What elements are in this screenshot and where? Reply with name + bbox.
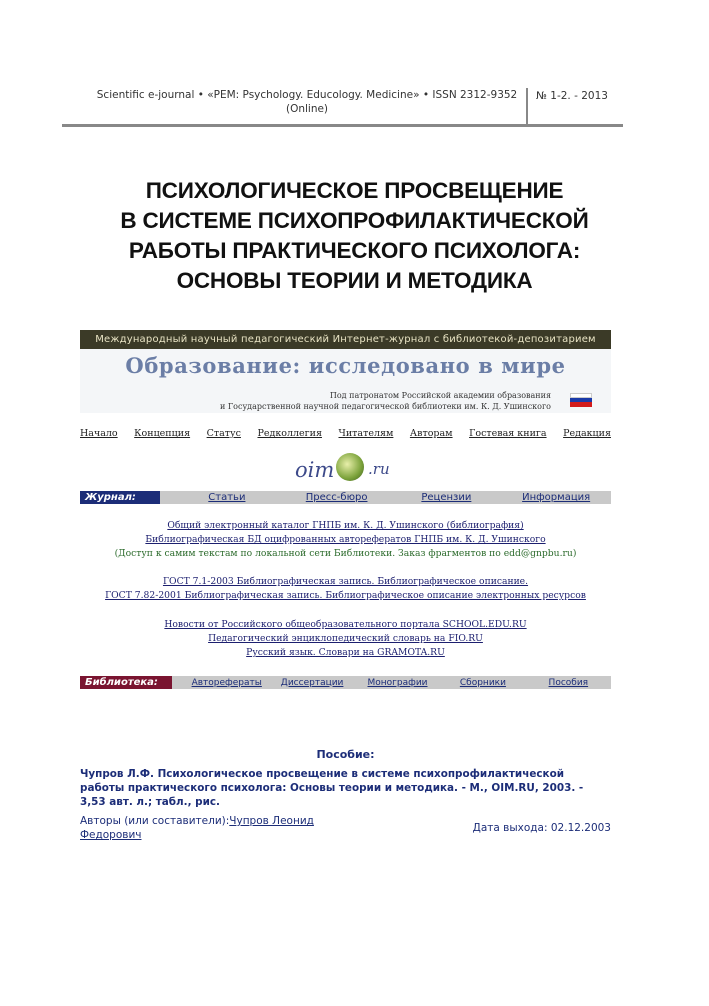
authors-label: Авторы (или составители):: [80, 815, 230, 827]
library-menu-manuals[interactable]: Пособия: [548, 677, 589, 688]
book-description: Чупров Л.Ф. Психологическое просвещение в системе психопрофилактической работы практического психолога: Основы теории и методика. - М., OIM.RU, 2003. - 3,53 авт. л.; табл., рис.: [80, 768, 584, 808]
issue-number: № 1-2. - 2013: [536, 90, 608, 102]
journal-line-2: (Online): [285, 103, 329, 115]
journal-menu-reviews[interactable]: Рецензии: [421, 492, 472, 503]
release-date: Дата выхода: 02.12.2003: [472, 822, 611, 834]
journal-menu-articles[interactable]: Статьи: [208, 492, 246, 503]
site-top-banner: Международный научный педагогический Интернет-журнал с библиотекой-депозитарием: [80, 330, 611, 349]
library-menu-monographs[interactable]: Монографии: [367, 677, 428, 688]
title-line-2: В СИСТЕМЕ ПСИХОПРОФИЛАКТИЧЕСКОЙ: [120, 208, 589, 233]
journal-menu-label: Журнал:: [80, 491, 160, 504]
nav-link-board[interactable]: Редколлегия: [257, 428, 322, 439]
library-menu-collections[interactable]: Сборники: [459, 677, 506, 688]
website-screenshot: [80, 330, 611, 690]
journal-line-1: Scientific e-journal • «PEM: Psychology. Educology. Medicine» • ISSN 2312-9352: [96, 89, 518, 101]
title-line-1: ПСИХОЛОГИЧЕСКОЕ ПРОСВЕЩЕНИЕ: [145, 178, 564, 203]
book-authors: [80, 814, 370, 842]
author-link[interactable]: Чупров Леонид Федорович: [80, 815, 314, 841]
nav-link-editorial[interactable]: Редакция: [563, 428, 611, 439]
library-menu-dissertations[interactable]: Диссертации: [280, 677, 344, 688]
oim-logo: [290, 450, 400, 490]
header-rule: [62, 124, 623, 127]
library-menu-abstracts[interactable]: Авторефераты: [191, 677, 262, 688]
article-title: [60, 176, 649, 296]
title-line-3: РАБОТЫ ПРАКТИЧЕСКОГО ПСИХОЛОГА:: [128, 238, 581, 263]
library-menu-bar: [80, 676, 611, 689]
standards-links: [80, 575, 611, 603]
nav-link-home[interactable]: Начало: [80, 428, 118, 439]
portal-links: [80, 618, 611, 660]
nav-link-readers[interactable]: Читателям: [338, 428, 394, 439]
header-divider: [526, 88, 528, 126]
nav-link-guestbook[interactable]: Гостевая книга: [469, 428, 547, 439]
library-menu-label: Библиотека:: [80, 676, 172, 689]
site-name: Образование: исследовано в мире: [125, 353, 566, 378]
site-nav: [80, 428, 611, 439]
book-entry: [80, 748, 611, 841]
gost-7-82-link[interactable]: ГОСТ 7.82-2001 Библиографическая запись. Библиографическое описание электронных ресурсов: [105, 590, 586, 601]
logo-domain: .ru: [368, 460, 390, 478]
site-banner: [80, 349, 611, 413]
journal-menu-info[interactable]: Информация: [522, 492, 591, 503]
globe-icon: [336, 453, 364, 481]
gost-7-1-link[interactable]: ГОСТ 7.1-2003 Библиографическая запись. Библиографическое описание.: [162, 576, 529, 587]
catalog-link[interactable]: Общий электронный каталог ГНПБ им. К. Д. Ушинского (библиография): [167, 520, 524, 531]
nav-link-authors[interactable]: Авторам: [409, 428, 453, 439]
russian-flag-icon: [570, 393, 592, 407]
gramota-link[interactable]: Русский язык. Словари на GRAMOTA.RU: [246, 647, 445, 658]
patronage-line-2: и Государственной научной педагогической библиотеки им. К. Д. Ушинского: [219, 402, 551, 411]
abstracts-db-link[interactable]: Библиографическая БД оцифрованных авторефератов ГНПБ им. К. Д. Ушинского: [145, 534, 546, 545]
journal-header: [62, 88, 623, 126]
nav-link-concept[interactable]: Концепция: [134, 428, 191, 439]
journal-menu-press[interactable]: Пресс-бюро: [305, 492, 368, 503]
journal-menu-bar: [80, 491, 611, 504]
patronage-line-1: Под патронатом Российской академии образования: [329, 391, 551, 400]
journal-info: [90, 88, 524, 116]
nav-link-status[interactable]: Статус: [206, 428, 241, 439]
logo-text: oim: [295, 458, 335, 482]
fio-link[interactable]: Педагогический энциклопедический словарь на FIO.RU: [208, 633, 483, 644]
access-note: (Доступ к самим текстам по локальной сети Библиотеки. Заказ фрагментов по edd@gnpbu.ru): [114, 548, 577, 559]
book-heading: Пособие:: [316, 748, 375, 761]
catalog-links: [80, 519, 611, 561]
school-edu-link[interactable]: Новости от Российского общеобразовательного портала SCHOOL.EDU.RU: [164, 619, 527, 630]
title-line-4: ОСНОВЫ ТЕОРИИ И МЕТОДИКА: [176, 268, 533, 293]
